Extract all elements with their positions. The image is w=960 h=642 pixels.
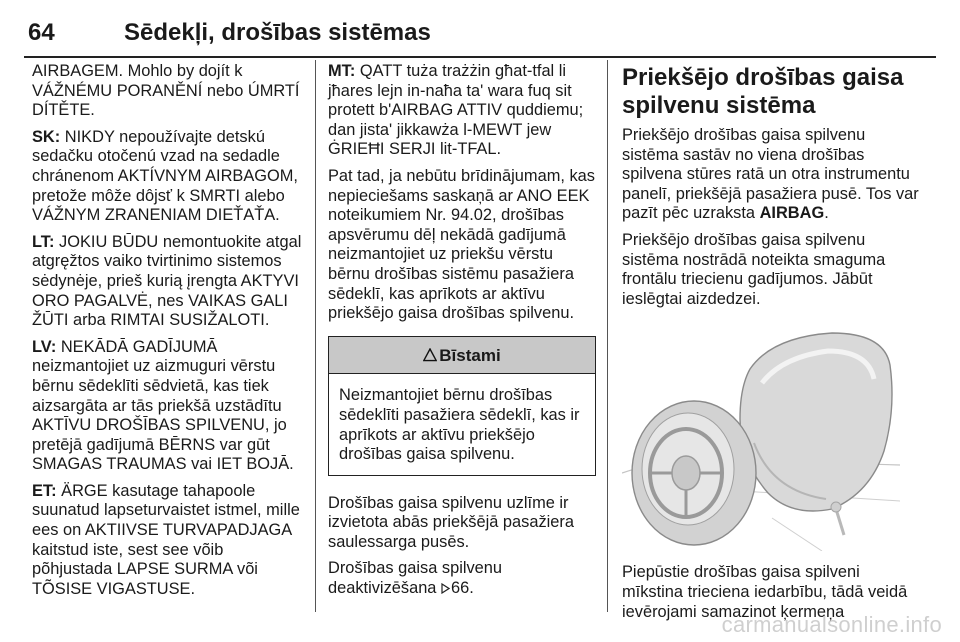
- warning-header: [329, 337, 595, 375]
- paragraph: Priekšējo drošības gaisa spilvenu sistēma sastāv no viena drošības spilvena stūres ratā un otra instrumentu panelī, priekšējā pasažiera pusē. Tos var pazīt pēc uzraksta AIRBAG.: [622, 126, 919, 223]
- column-divider: [315, 60, 316, 612]
- paragraph: Priekšējo drošības gaisa spilvenu sistēma nostrādā noteikta smaguma frontālu triecienu gadījumos. Jābūt ieslēgtai aizdedzei.: [622, 230, 886, 308]
- warning-triangle-icon: [423, 346, 437, 366]
- running-title: Sēdekļi, drošības sistēmas: [124, 19, 431, 46]
- warning-text: Neizmantojiet bērnu drošības sēdeklīti pasažiera sēdeklī, kas ir aprīkots ar aktīvu priekšējo drošības gaisa spilvenu.: [339, 386, 580, 464]
- warning-body: [329, 374, 595, 474]
- language-label: SK:: [32, 127, 61, 146]
- text-column-1: [32, 62, 304, 606]
- watermark: carmanualsonline.info: [721, 612, 942, 637]
- paragraph-lt: LT: JOKIU BŪDU nemontuokite atgal atgręžtos vaiko tvirtinimo sistemos sėdynėje, prieš kurią įrengta AKTYVI ORO PAGALVĖ, nes VAIKAS GALI ŽŪTI arba RIMTAI SUSIŽALOTI.: [32, 232, 302, 330]
- warning-box: [328, 336, 596, 476]
- airbag-deployment-drawing: [622, 323, 900, 551]
- warning-title: Bīstami: [439, 345, 501, 365]
- text-column-3: [622, 62, 922, 629]
- paragraph: Drošības gaisa spilvenu deaktivizēšana 66.: [328, 559, 503, 598]
- paragraph: AIRBAGEM. Mohlo by dojít k VÁŽNÉMU PORANĚNÍ nebo ÚMRTÍ DÍTĚTE.: [32, 62, 300, 120]
- airbag-marking: AIRBAG: [759, 204, 825, 223]
- paragraph-mt: MT: QATT tuża trażżin għat-tfal li jħares lejn in-naħa ta' wara fuq sit protett b'AIRBAG ATTIV quddiemu; dan jista' jikkawża l-MEWT jew ĠRIEĦI SERJI lit-TFAL.: [328, 62, 584, 159]
- paragraph-et: ET: ÄRGE kasutage tahapoole suunatud lapseturvaistet istmel, mille ees on AKTIIVSE TURVAPADJAGA kaitstud iste, sest see võib põhjustada LAPSE SURMA või TÕSISE VIGASTUSE.: [32, 481, 300, 598]
- text-column-2: [328, 62, 596, 606]
- paragraph-lv: LV: NEKĀDĀ GADĪJUMĀ neizmantojiet uz aizmuguri vērstu bērnu sēdeklīti sēdvietā, kas tiek aizsargāta ar tās priekšā uzstādītu AKTĪVU DROŠĪBAS SPILVENU, jo pretējā gadījumā BĒRNS var gūt SMAGAS TRAUMAS vai IET BOJĀ.: [32, 337, 294, 474]
- paragraph-sk: SK: NIKDY nepoužívajte detskú sedačku otočenú vzad na sedadle chránenom AKTÍVNYM AIRBAGOM, pretože môže dôjsť k SMRTI alebo VÁŽNYM ZRANENIAM DIEŤAŤA.: [32, 127, 298, 225]
- column-divider: [607, 60, 608, 612]
- page-reference[interactable]: 66.: [450, 579, 474, 598]
- paragraph: Piepūstie drošības gaisa spilveni mīkstina trieciena iedarbību, tādā veidā ievērojami samazinot ķermeņa: [622, 563, 908, 621]
- language-label: ET:: [32, 481, 57, 500]
- page-header: [24, 0, 936, 58]
- language-label: LV:: [32, 337, 57, 356]
- section-heading: Priekšējo drošības gaisa spilvenu sistēma: [622, 64, 904, 119]
- language-label: LT:: [32, 232, 55, 251]
- paragraph: Pat tad, ja nebūtu brīdinājumam, kas nepieciešams saskaņā ar ANO EEK noteikumiem Nr. 94.02, drošības apsvērumu dēļ nekādā gadījumā neizmantojiet uz priekšu vērstu bērnu drošības sistēmu pasažiera sēdeklī, kas aprīkots ar aktīvu priekšējo gaisa drošības spilvenu.: [328, 166, 595, 323]
- airbag-illustration: [622, 323, 900, 551]
- page-reference-icon: [441, 580, 450, 591]
- language-label: MT:: [328, 62, 356, 80]
- paragraph: Drošības gaisa spilvenu uzlīme ir izvietota abās priekšējā pasažiera saulessarga pusēs.: [328, 493, 574, 551]
- page-number: 64: [28, 19, 55, 46]
